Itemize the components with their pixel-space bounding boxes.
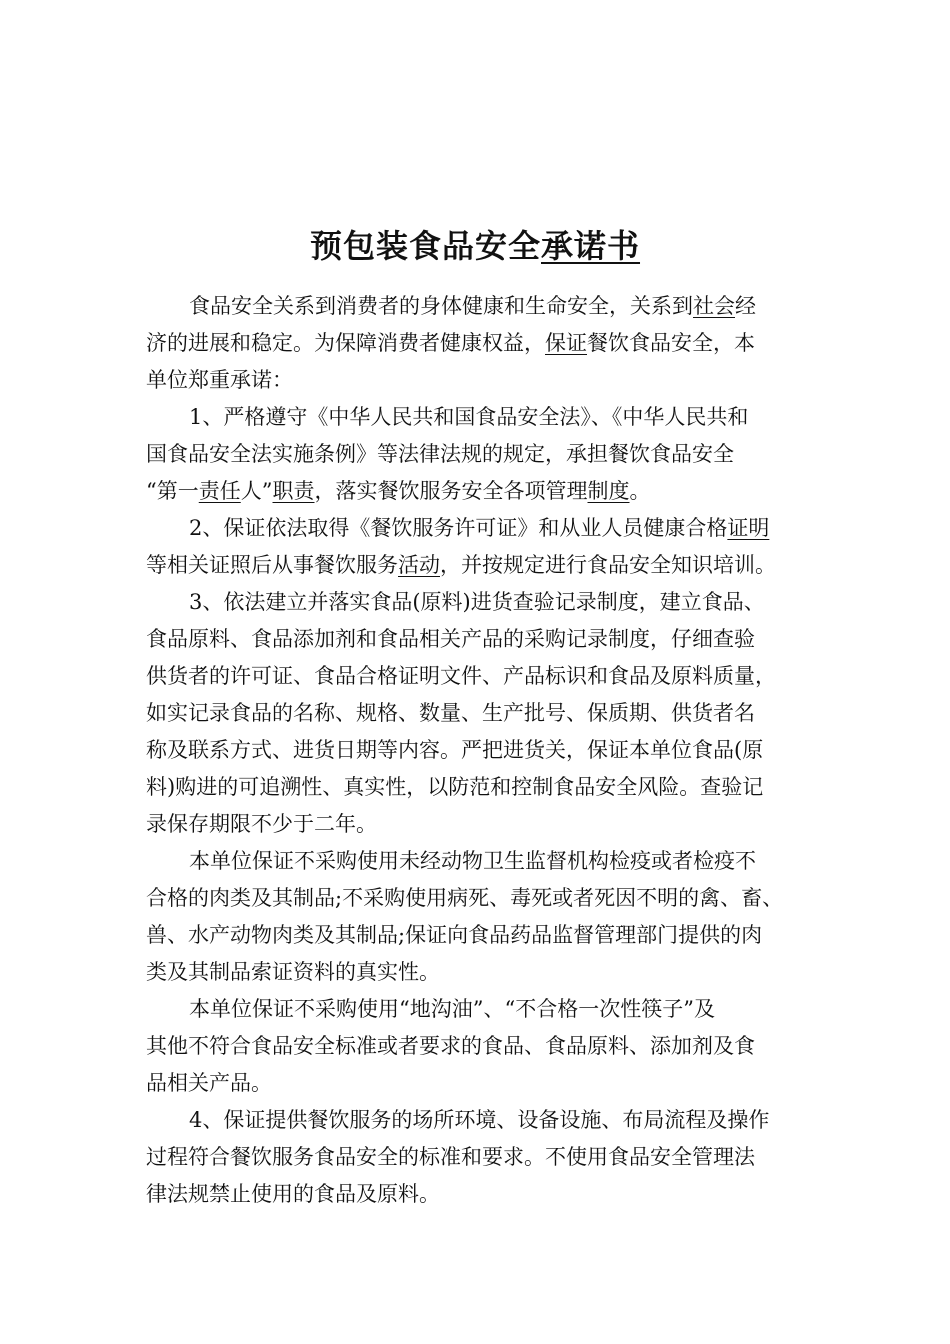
oil-line-2: 其他不符合食品安全标准或者要求的食品、食品原料、添加剂及食 xyxy=(146,1034,755,1058)
oil-line-3: 品相关产品。 xyxy=(146,1071,272,1095)
item1-line-3 xyxy=(146,476,651,506)
item2-line-2 xyxy=(146,550,776,580)
item4-line-3: 律法规禁止使用的食品及原料。 xyxy=(146,1182,440,1206)
item1-line-2: 国食品安全法实施条例》等法律法规的规定，承担餐饮食品安全 xyxy=(146,442,734,466)
item2-line-2-tail: ，并按规定进行食品安全知识培训。 xyxy=(440,553,776,577)
item3-line-7: 录保存期限不少于二年。 xyxy=(146,812,377,836)
intro-line-1-tail: 经 xyxy=(735,294,756,318)
meat-line-1: 本单位保证不采购使用未经动物卫生监督机构检疫或者检疫不 xyxy=(189,849,756,873)
item3-line-1: 3、依法建立并落实食品(原料)进货查验记录制度，建立食品、 xyxy=(189,590,765,614)
item2-link-huodong: 活动 xyxy=(398,553,440,577)
intro-line-1-text: 食品安全关系到消费者的身体健康和生命安全，关系到 xyxy=(189,294,693,318)
item1-line-3-a: “第一 xyxy=(146,479,199,503)
item4-line-1: 4、保证提供餐饮服务的场所环境、设备设施、布局流程及操作 xyxy=(189,1108,770,1132)
intro-line-1 xyxy=(189,291,756,321)
item2-line-1 xyxy=(189,513,769,543)
intro-line-3: 单位郑重承诺： xyxy=(146,368,293,392)
item2-link-zhengming: 证明 xyxy=(727,516,770,540)
meat-line-3: 兽、水产动物肉类及其制品;保证向食品药品监督管理部门提供的肉 xyxy=(146,923,763,947)
item4-line-2: 过程符合餐饮服务食品安全的标准和要求。不使用食品安全管理法 xyxy=(146,1145,755,1169)
intro-link-shehui: 社会 xyxy=(693,294,735,318)
document-title xyxy=(0,222,950,270)
item1-line-3-b: 人” xyxy=(240,479,273,503)
item1-link-zhidu: 制度 xyxy=(587,479,630,503)
item3-line-4: 如实记录食品的名称、规格、数量、生产批号、保质期、供货者名 xyxy=(146,701,755,725)
intro-link-baozheng: 保证 xyxy=(545,331,587,355)
item1-line-3-d: 。 xyxy=(629,479,651,503)
item2-line-1-text: 2、保证依法取得《餐饮服务许可证》和从业人员健康合格 xyxy=(189,516,728,540)
title-part-2-underlined: 承诺书 xyxy=(541,227,641,265)
item2-line-2-text: 等相关证照后从事餐饮服务 xyxy=(146,553,398,577)
meat-line-4: 类及其制品索证资料的真实性。 xyxy=(146,960,440,984)
item1-line-1: 1、严格遵守《中华人民共和国食品安全法》、《中华人民共和 xyxy=(189,405,749,429)
item1-line-3-c: ，落实餐饮服务安全各项管理 xyxy=(314,479,588,503)
item3-line-2: 食品原料、食品添加剂和食品相关产品的采购记录制度，仔细查验 xyxy=(146,627,755,651)
item3-line-3: 供货者的许可证、食品合格证明文件、产品标识和食品及原料质量， xyxy=(146,664,776,688)
item3-line-6: 料)购进的可追溯性、真实性，以防范和控制食品安全风险。查验记 xyxy=(146,775,764,799)
oil-line-1: 本单位保证不采购使用“地沟油”、“不合格一次性筷子”及 xyxy=(189,997,715,1021)
item1-link-zeren: 责任 xyxy=(198,479,241,503)
item1-link-zhize: 职责 xyxy=(272,479,315,503)
intro-line-2 xyxy=(146,328,755,358)
item3-line-5: 称及联系方式、进货日期等内容。严把进货关，保证本单位食品(原 xyxy=(146,738,764,762)
intro-line-2-tail: 餐饮食品安全，本 xyxy=(587,331,755,355)
intro-line-2-text: 济的进展和稳定。为保障消费者健康权益， xyxy=(146,331,545,355)
meat-line-2: 合格的肉类及其制品;不采购使用病死、毒死或者死因不明的禽、畜、 xyxy=(146,886,784,910)
title-part-1: 预包装食品安全 xyxy=(309,227,541,265)
